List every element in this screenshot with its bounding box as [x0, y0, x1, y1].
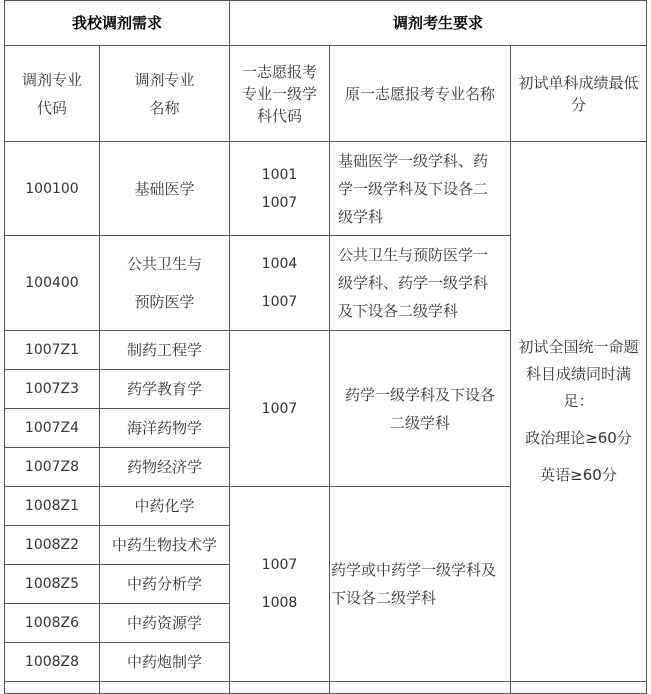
first-choice-codes: 1001 1007 — [230, 142, 330, 236]
major-code: 1008Z1 — [5, 487, 100, 526]
major-code: 100100 — [5, 142, 100, 236]
major-code: 1008Z8 — [5, 643, 100, 682]
major-code: 1008Z5 — [5, 565, 100, 604]
major-name: 海洋药物学 — [100, 409, 230, 448]
header-school-demand: 我校调剂需求 — [5, 1, 230, 46]
col-header-name: 调剂专业 名称 — [100, 46, 230, 142]
major-name: 中药生物技术学 — [100, 526, 230, 565]
major-name: 药学教育学 — [100, 370, 230, 409]
col-header-first-choice-code: 一志愿报考 专业一级学 科代码 — [230, 46, 330, 142]
major-code: 1007Z8 — [5, 448, 100, 487]
major-name: 中药化学 — [100, 487, 230, 526]
major-code: 1008Z6 — [5, 604, 100, 643]
major-name: 中药分析学 — [100, 565, 230, 604]
col-header-min-score: 初试单科成绩最低 分 — [511, 46, 647, 142]
adjustment-table — [4, 0, 647, 694]
table-row — [5, 142, 647, 236]
first-choice-names: 公共卫生与预防医学一 级学科、药学一级学科 及下设各二级学科 — [330, 236, 511, 331]
first-choice-codes: 1007 — [230, 331, 330, 487]
col-header-first-choice-name: 原一志愿报考专业名称 — [330, 46, 511, 142]
first-choice-names: 药学或中药学一级学科及 下设各二级学科 — [330, 487, 511, 682]
major-name: 中药资源学 — [100, 604, 230, 643]
english-requirement: 英语≥60分 — [540, 466, 617, 484]
major-name: 中药炮制学 — [100, 643, 230, 682]
first-choice-codes: 1007 1008 — [230, 487, 330, 682]
major-name: 基础医学 — [100, 142, 230, 236]
major-code: 100400 — [5, 236, 100, 331]
header-applicant-requirements: 调剂考生要求 — [230, 1, 647, 46]
first-choice-names: 基础医学一级学科、药 学一级学科及下设各二 级学科 — [330, 142, 511, 236]
major-code: 1007Z1 — [5, 331, 100, 370]
table-row-cutoff — [5, 682, 647, 694]
major-name: 制药工程学 — [100, 331, 230, 370]
major-name: 公共卫生与 预防医学 — [100, 236, 230, 331]
major-code: 1007Z3 — [5, 370, 100, 409]
major-code: 1008Z2 — [5, 526, 100, 565]
first-choice-names: 药学一级学科及下设各 二级学科 — [330, 331, 511, 487]
col-header-code: 调剂专业 代码 — [5, 46, 100, 142]
score-requirement: 初试全国统一命题 科目成绩同时满 足： 政治理论≥60分 英语≥60分 — [511, 142, 647, 682]
politics-requirement: 政治理论≥60分 — [525, 429, 632, 447]
major-name: 药物经济学 — [100, 448, 230, 487]
major-code: 1007Z4 — [5, 409, 100, 448]
first-choice-codes: 1004 1007 — [230, 236, 330, 331]
